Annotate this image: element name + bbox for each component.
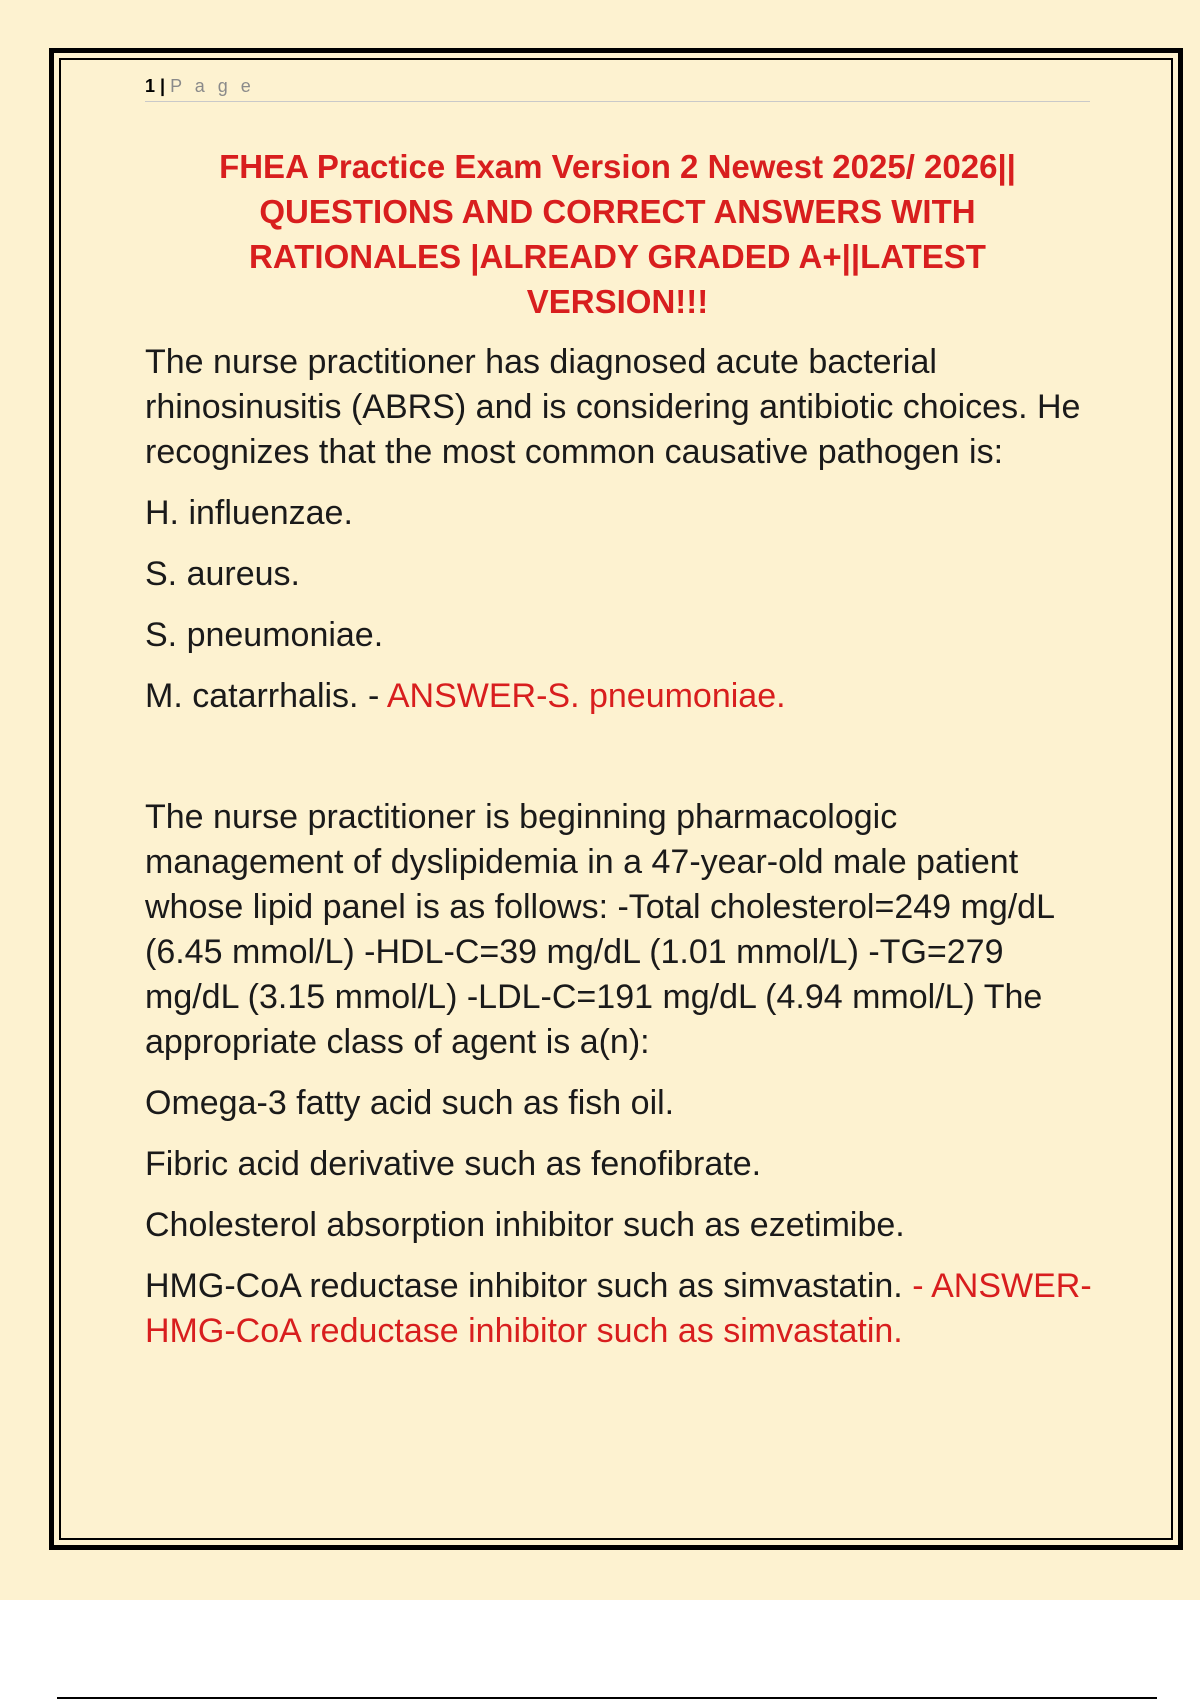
question-stem: The nurse practitioner is beginning pharmacologic management of dyslipidemia in a 47-year-old male patient whose lipid panel is as follows: -Total cholesterol=249 mg/dL (6.45 mmol/L) -HDL-C=39 mg/dL (1.01 mmol/L) -TG=279 mg/dL (3.15 mmol/L) -LDL-C=191 mg/dL (4.94 mmol/L) The appropriate class of agent is a(n):: [145, 798, 1054, 1061]
page-label: P a g e: [170, 76, 255, 96]
title-line: RATIONALES |ALREADY GRADED A+||LATEST: [249, 238, 986, 275]
answer-option: S. aureus.: [145, 555, 300, 593]
page-header-separator: |: [160, 76, 166, 96]
answer-option: M. catarrhalis. -: [145, 677, 387, 715]
title-line: VERSION!!!: [526, 283, 709, 320]
answer-option: Cholesterol absorption inhibitor such as ezetimibe.: [145, 1206, 905, 1244]
page-header: [145, 70, 1090, 102]
document-title: [145, 144, 1090, 324]
page-number: 1: [145, 76, 156, 96]
question-stem: The nurse practitioner has diagnosed acute bacterial rhinosinusitis (ABRS) and is considering antibiotic choices. He recognizes that the most common causative pathogen is:: [145, 343, 1081, 471]
answer-option: Fibric acid derivative such as fenofibrate.: [145, 1145, 762, 1183]
answer-option: HMG-CoA reductase inhibitor such as simvastatin.: [145, 1267, 913, 1305]
answer-option: H. influenzae.: [145, 494, 353, 532]
document-body: [145, 340, 1100, 1370]
question-spacer: [145, 735, 1100, 795]
footer-rule: [57, 1697, 1157, 1699]
answer-option: S. pneumoniae.: [145, 616, 384, 654]
correct-answer: - ANSWER-HMG-CoA reductase inhibitor such as simvastatin.: [145, 1267, 1092, 1350]
title-line: QUESTIONS AND CORRECT ANSWERS WITH: [259, 193, 976, 230]
answer-option: Omega-3 fatty acid such as fish oil.: [145, 1084, 675, 1122]
title-line: FHEA Practice Exam Version 2 Newest 2025/ 2026||: [219, 148, 1016, 185]
answer-option-with-answer: [145, 1264, 1100, 1354]
answer-option-with-answer: [145, 674, 1100, 719]
correct-answer: ANSWER-S. pneumoniae.: [386, 677, 786, 715]
